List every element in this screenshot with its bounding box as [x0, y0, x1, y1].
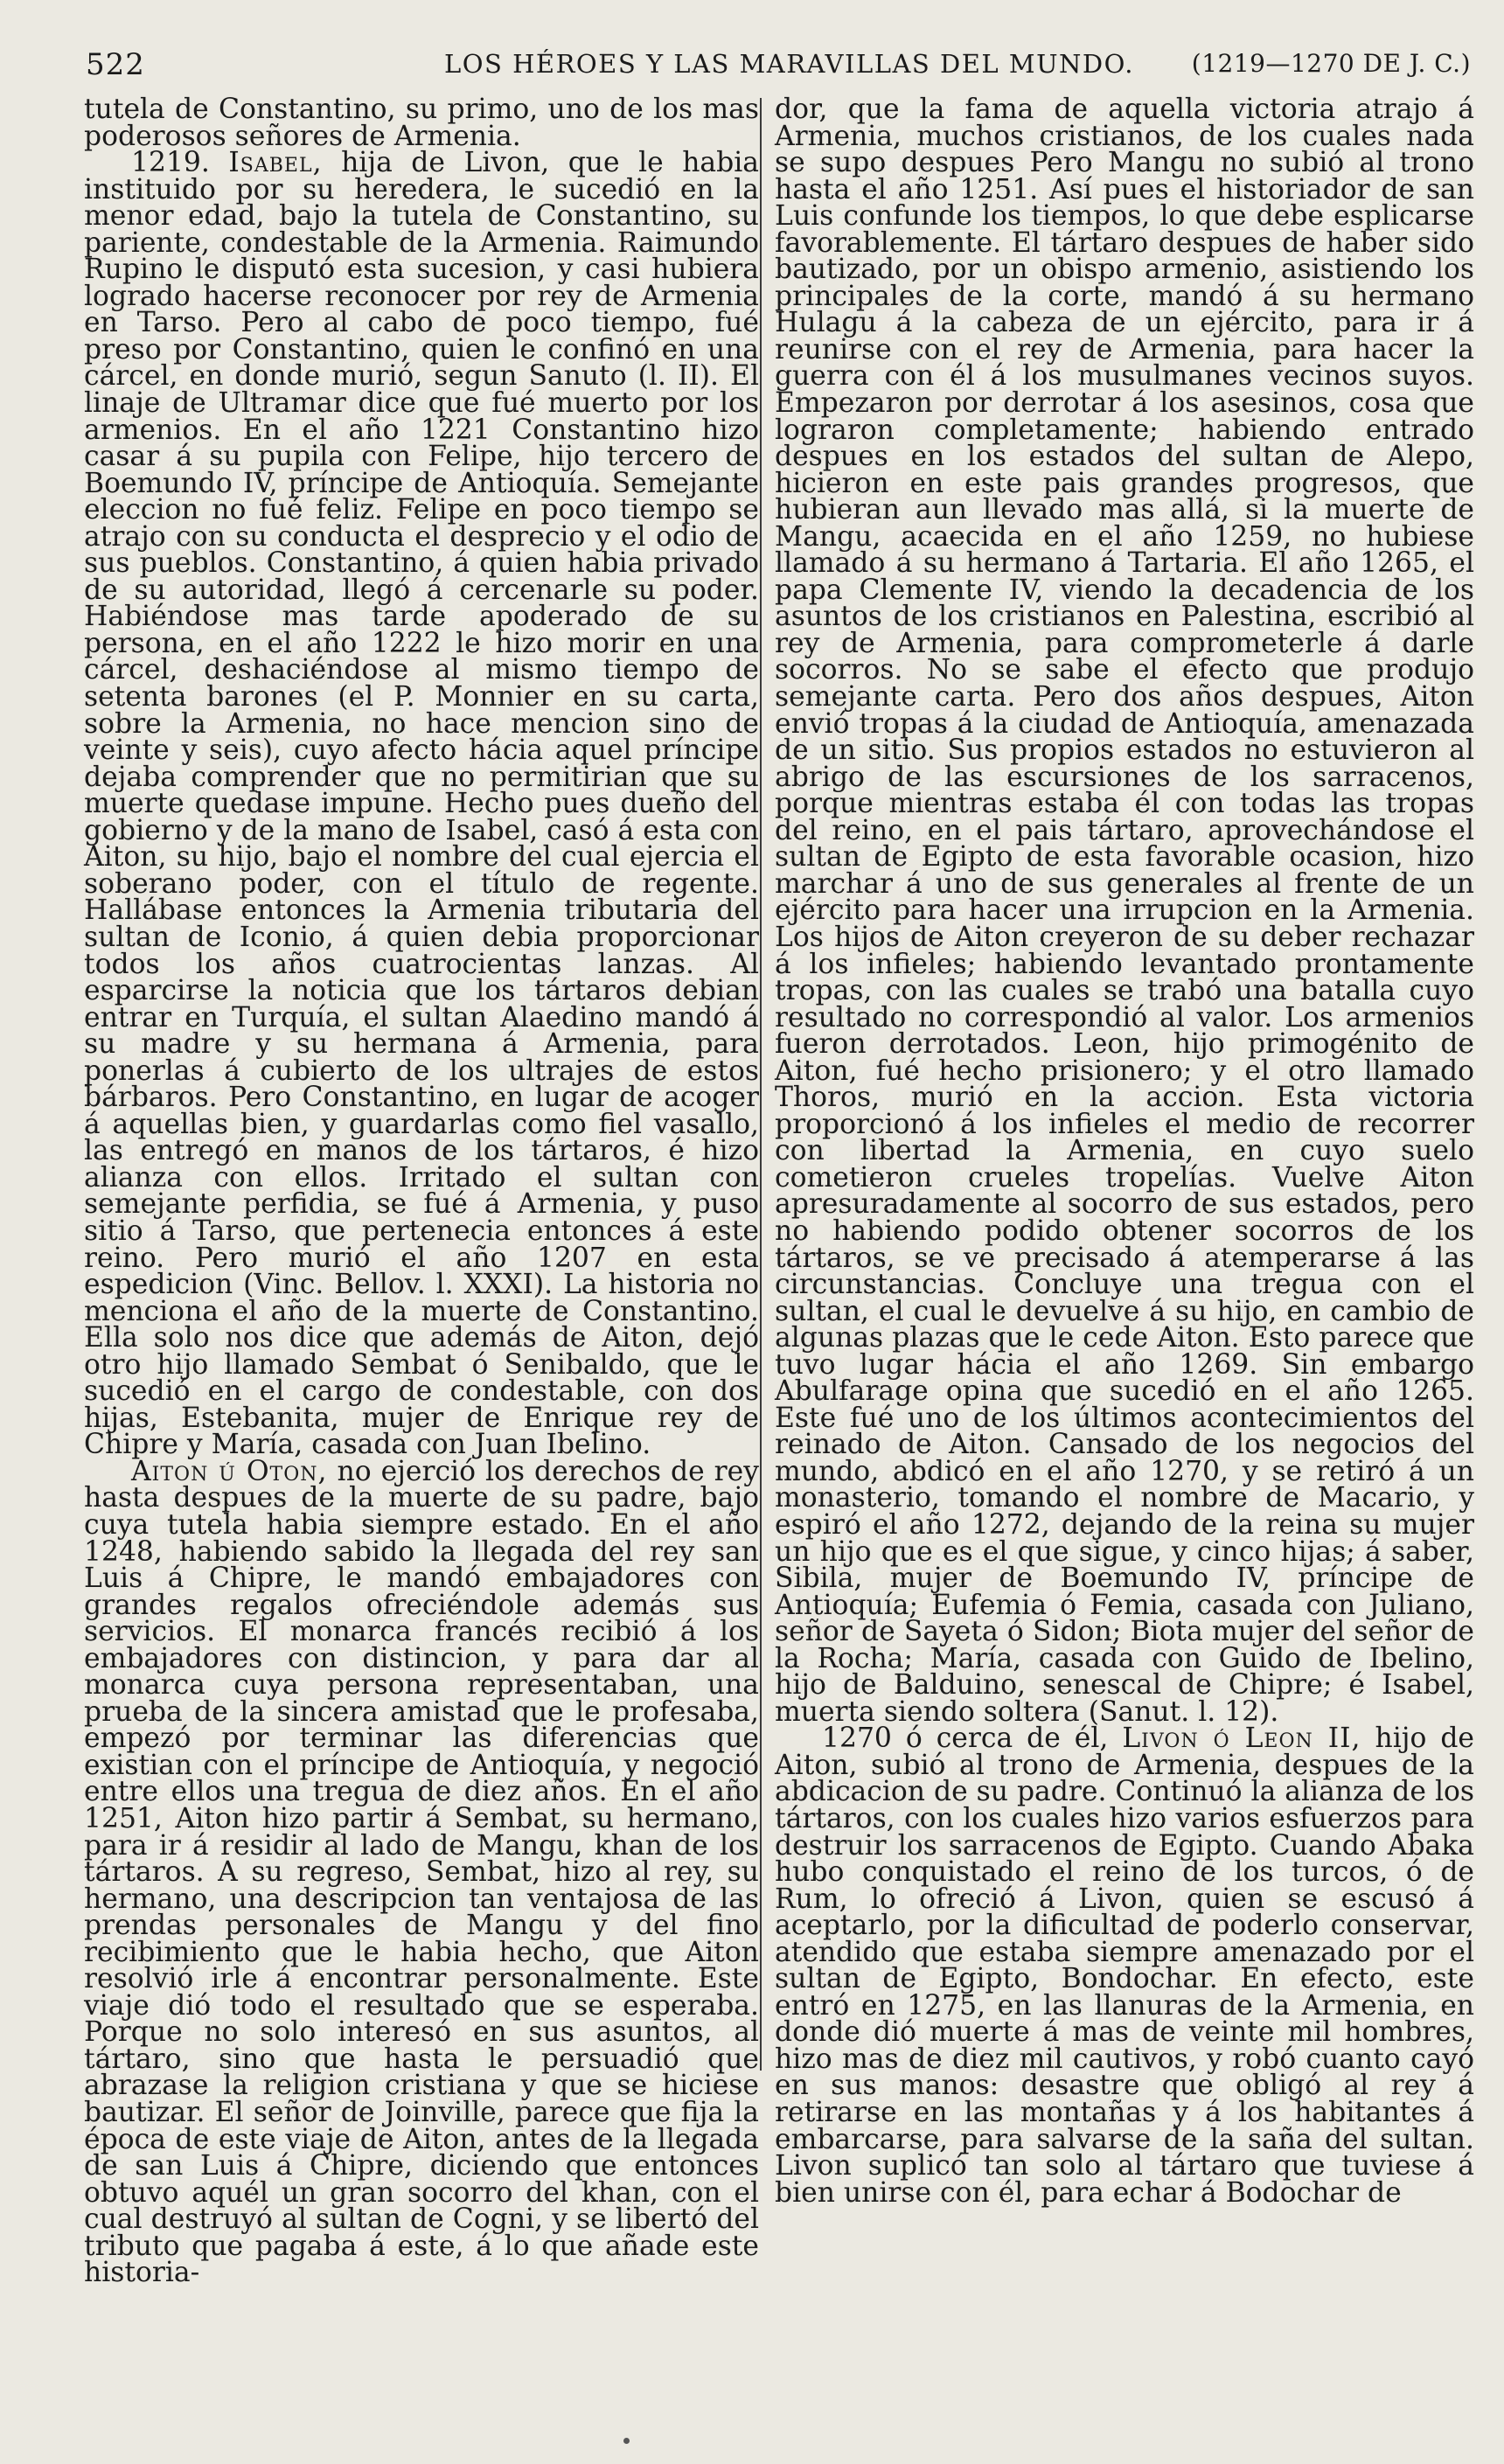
entry-year: 1270	[822, 1723, 892, 1755]
paragraph-livon	[775, 1723, 1474, 2209]
paragraph-continuation: tutela de Constantino, su primo, uno de los mas poderosos señores de Armenia.	[84, 94, 759, 152]
entry-name: Aiton ú Oton,	[131, 1455, 328, 1487]
entry-year: 1219.	[131, 147, 210, 179]
print-mark	[623, 2438, 630, 2444]
paragraph-continuation: dor, que la fama de aquella victoria atrajo á Armenia, muchos cristianos, de los cuales nada se supo despues Pero Mangu no subió al trono hasta el año 1251. Así pues el historiador de san Luis confunde los tiempos, lo que debe esplicarse favorablemente. El tártaro despues de haber sido bautizado, por un obispo armenio, asistiendo los principales de la corte, mandó á su hermano Hulagu á la cabeza de un ejército, para ir á reunirse con el rey de Armenia, para hacer la guerra con él á los musulmanes vecinos suyos. Empezaron por derrotar á los asesinos, cosa que lograron completamente; habiendo entrado despues en los estados del sultan de Alepo, hicieron en este pais grandes progresos, que hubieran aun llevado mas allá, si la muerte de Mangu, acaecida en el año 1259, no hubiese llamado á su hermano á Tartaria. El año 1265, el papa Clemente IV, viendo la decadencia de los asuntos de los cristianos en Palestina, escribió al rey de Armenia, para comprometerle á darle socorros. No se sabe el efecto que produjo semejante carta. Pero dos años despues, Aiton envió tropas á la ciudad de Antioquía, amenazada de un sitio. Sus propios estados no estuvieron al abrigo de las escursiones de los sarracenos, porque mientras estaba él con todas las tropas del reino, en el pais tártaro, aprovechándose el sultan de Egipto de esta favorable ocasion, hizo marchar á uno de sus generales al frente de un ejército para hacer una irrupcion en la Armenia. Los hijos de Aiton creyeron de su deber rechazar á los infieles; habiendo levantado prontamente tropas, con las cuales se trabó una batalla cuyo resultado no correspondió al valor. Los armenios fueron derrotados. Leon, hijo primogénito de Aiton, fué hecho prisionero; y el otro llamado Thoros, murió en la accion. Esta victoria proporcionó á los infieles el medio de recorrer con libertad la Armenia, en cuyo suelo cometieron crueles tropelías. Vuelve Aiton apresuradamente al socorro de sus estados, pero no habiendo podido obtener socorros de los tártaros, se ve precisado á atemperarse á las circunstancias. Concluye una tregua con el sultan, el cual le devuelve á su hijo, en cambio de algunas plazas que le cede Aiton. Esto parece que tuvo lugar hácia el año 1269. Sin embargo Abulfarage opina que sucedió en el año 1265. Este fué uno de los últimos acontecimientos del reinado de Aiton. Cansado de los negocios del mundo, abdicó en el año 1270, y se retiró á un monasterio, tomando el nombre de Macario, y espiró el año 1272, dejando de la reina su mujer un hijo que es el que sigue, y cinco hijas; á saber, Sibila, mujer de Boemundo IV, príncipe de Antioquía; Eufemia ó Femia, casada con Juliano, señor de Sayeta ó Sidon; Biota mujer del señor de la Rocha; María, casada con Guido de Ibelino, hijo de Balduino, senescal de Chipre; é Isabel, muerta siendo soltera (Sanut. l. 12).	[775, 94, 1474, 1728]
running-title: LOS HÉROES Y LAS MARAVILLAS DEL MUNDO.	[444, 49, 1134, 79]
column-divider	[760, 98, 762, 2071]
left-column	[84, 96, 759, 2287]
entry-text: hija de Livon, que le habia instituido por su heredera, le sucedió en la menor edad, bajo la tutela de Constantino, su pariente, condestable de la Armenia. Raimundo Rupino le disputó esta sucesion, y casi hubiera logrado hacerse reconocer por rey de Armenia en Tarso. Pero al cabo de poco tiempo, fué preso por Constantino, quien le confinó en una cárcel, en donde murió, segun Sanuto (l. II). El linaje de Ultramar dice que fué muerto por los armenios. En el año 1221 Constantino hizo casar á su pupila con Felipe, hijo tercero de Boemundo IV, príncipe de Antioquía. Semejante eleccion no fué feliz. Felipe en poco tiempo se atrajo con su conducta el desprecio y el odio de sus pueblos. Constantino, á quien habia privado de su autoridad, llegó á cercenarle su poder. Habiéndose mas tarde apoderado de su persona, en el año 1222 le hizo morir en una cárcel, deshaciéndose al mismo tiempo de setenta barones (el P. Monnier en su carta, sobre la Armenia, no hace mencion sino de veinte y seis), cuyo afecto hácia aquel príncipe dejaba comprender que no permitirian que su muerte quedase impune. Hecho pues dueño del gobierno y de la mano de Isabel, casó á esta con Aiton, su hijo, bajo el nombre del cual ejercia el soberano poder, con el título de regente. Hallábase entonces la Armenia tributaria del sultan de Iconio, á quien debia proporcionar todos los años cuatrocientas lanzas. Al esparcirse la noticia que los tártaros debian entrar en Turquía, el sultan Alaedino mandó á su madre y su hermana á Armenia, para ponerlas á cubierto de los ultrajes de estos bárbaros. Pero Constantino, en lugar de acoger á aquellas bien, y guardarlas como fiel vasallo, las entregó en manos de los tártaros, é hizo alianza con ellos. Irritado el sultan con semejante perfidia, se fué á Armenia, y puso sitio á Tarso, que pertenecia entonces á este reino. Pero murió el año 1207 en esta espedicion (Vinc. Bellov. l. XXXI). La historia no menciona el año de la muerte de Constantino. Ella solo nos dice que además de Aiton, dejó otro hijo llamado Sembat ó Senibaldo, que le sucedió en el cargo de condestable, con dos hijas, Estebanita, mujer de Enrique rey de Chipre y María, casada con Juan Ibelino.	[84, 147, 759, 1461]
entry-name: Isabel,	[228, 147, 323, 179]
entry-text: no ejerció los derechos de rey hasta despues de la muerte de su padre, bajo cuya tutela habia siempre estado. En el año 1248, habiendo sabido la llegada del rey san Luis á Chipre, le mandó embajadores con grandes regalos ofreciéndole además sus servicios. El monarca francés recibió á los embajadores con distincion, y para dar al monarca cuya persona representaban, una prueba de la sincera amistad que le profesaba, empezó por terminar las diferencias que existian con el príncipe de Antioquía, y negoció entre ellos una tregua de diez años. En el año 1251, Aiton hizo partir á Sembat, su hermano, para ir á residir al lado de Mangu, khan de los tártaros. A su regreso, Sembat, hizo al rey, su hermano, una descripcion tan ventajosa de las prendas personales de Mangu y del fino recibimiento que le habia hecho, que Aiton resolvió irle á encontrar personalmente. Este viaje dió todo el resultado que se esperaba. Porque no solo interesó en sus asuntos, al tártaro, sino que hasta le persuadió que abrazase la religion cristiana y que se hiciese bautizar. El señor de Joinville, parece que fija la época de este viaje de Aiton, antes de la llegada de san Luis á Chipre, diciendo que entonces obtuvo aquél un gran socorro del khan, con el cual destruyó al sultan de Cogni, y se libertó del tributo que pagaba á este, á lo que añade este historia-	[84, 1455, 759, 2289]
page-number: 522	[86, 47, 145, 82]
right-column	[775, 94, 1474, 2209]
entry-connector: ó cerca de él,	[891, 1723, 1123, 1755]
entry-name: Livon ó Leon II,	[1122, 1723, 1361, 1755]
date-range: (1219—1270 DE J. C.)	[1191, 49, 1471, 78]
paragraph-isabel	[84, 147, 759, 1461]
running-header	[86, 47, 1478, 89]
entry-text: hijo de Aiton, subió al trono de Armenia, despues de la abdicacion de su padre. Continuó la alianza de los tártaros, con los cuales hizo varios esfuerzos para destruir los sarracenos de Egipto. Cuando Abaka hubo conquistado el reino de los turcos, ó de Rum, lo ofreció á Livon, quien se escusó á aceptarlo, por la dificultad de poderlo conservar, atendido que estaba siempre amenazado por el sultan de Egipto, Bondochar. En efecto, este entró en 1275, en las llanuras de la Armenia, en donde dió muerte á mas de veinte mil hombres, hizo mas de diez mil cautivos, y robó cuanto cayó en sus manos: desastre que obligó al rey á retirarse en las montañas y á los habitantes á embarcarse, para salvarse de la saña del sultan. Livon suplicó tan solo al tártaro que tuviese á bien unirse con él, para echar á Bodochar de	[775, 1723, 1474, 2209]
paragraph-aiton	[84, 1455, 759, 2289]
